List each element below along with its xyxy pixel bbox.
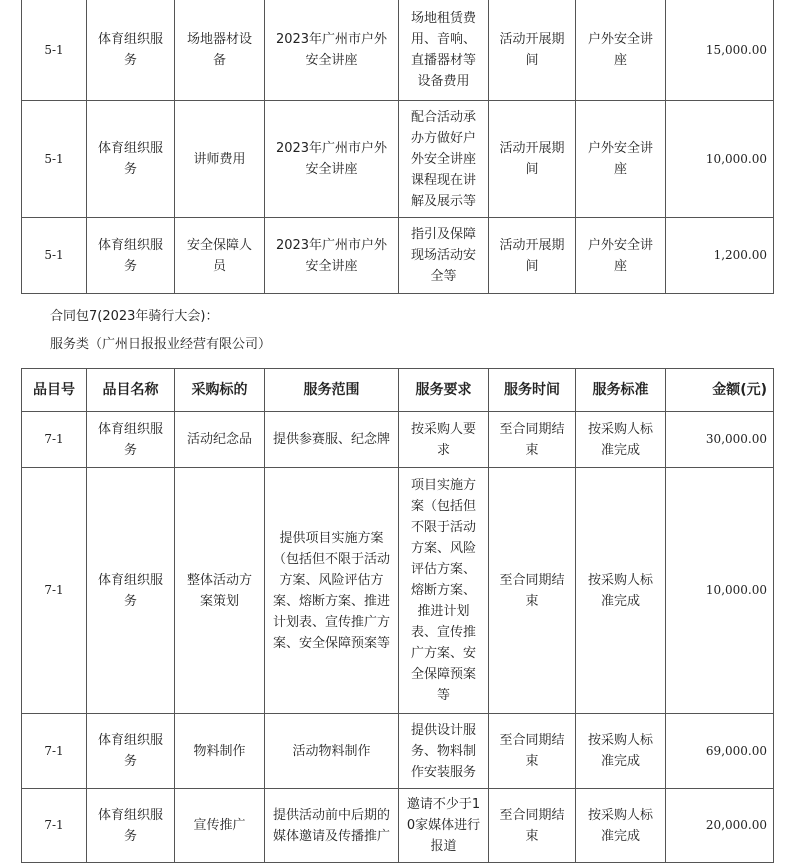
service-standard: 按采购人标准完成	[576, 468, 666, 714]
table-row	[22, 468, 774, 714]
item-amount: 30,000.00	[666, 412, 774, 468]
item-category: 体育组织服务	[87, 714, 175, 789]
package7-title: 合同包7(2023年骑行大会)：	[50, 309, 219, 324]
column-header: 品目号	[22, 369, 87, 412]
service-time: 至合同期结束	[489, 714, 576, 789]
service-time: 活动开展期间	[489, 0, 576, 101]
item-category: 体育组织服务	[87, 468, 175, 714]
table-row	[22, 412, 774, 468]
column-header: 品目名称	[87, 369, 175, 412]
column-header: 服务时间	[489, 369, 576, 412]
item-code: 5-1	[22, 218, 87, 294]
item-code: 7-1	[22, 412, 87, 468]
column-header: 服务范围	[265, 369, 399, 412]
service-standard: 按采购人标准完成	[576, 412, 666, 468]
item-category: 体育组织服务	[87, 218, 175, 294]
item-subject: 讲师费用	[175, 101, 265, 218]
item-amount: 69,000.00	[666, 714, 774, 789]
item-subject: 场地器材设备	[175, 0, 265, 101]
item-code: 5-1	[22, 101, 87, 218]
service-time: 活动开展期间	[489, 101, 576, 218]
service-requirement: 项目实施方案（包括但不限于活动方案、风险评估方案、熔断方案、推进计划表、宣传推广方案、安全保障预案等	[399, 468, 489, 714]
package7-subtitle: 服务类（广州日报报业经营有限公司）	[50, 337, 272, 352]
column-header: 采购标的	[175, 369, 265, 412]
item-code: 5-1	[22, 0, 87, 101]
table-row	[22, 0, 774, 101]
service-time: 活动开展期间	[489, 218, 576, 294]
item-category: 体育组织服务	[87, 789, 175, 863]
service-requirement: 按采购人要求	[399, 412, 489, 468]
item-code: 7-1	[22, 468, 87, 714]
item-amount: 10,000.00	[666, 468, 774, 714]
service-time: 至合同期结束	[489, 468, 576, 714]
item-subject: 宣传推广	[175, 789, 265, 863]
item-subject: 安全保障人员	[175, 218, 265, 294]
service-time: 至合同期结束	[489, 412, 576, 468]
column-header: 金额(元)	[666, 369, 774, 412]
service-scope: 2023年广州市户外安全讲座	[265, 101, 399, 218]
service-scope: 2023年广州市户外安全讲座	[265, 218, 399, 294]
table-row	[22, 218, 774, 294]
item-category: 体育组织服务	[87, 101, 175, 218]
service-standard: 按采购人标准完成	[576, 789, 666, 863]
service-standard: 户外安全讲座	[576, 101, 666, 218]
item-category: 体育组织服务	[87, 412, 175, 468]
service-requirement: 配合活动承办方做好户外安全讲座课程现在讲解及展示等	[399, 101, 489, 218]
table-row	[22, 789, 774, 863]
item-code: 7-1	[22, 789, 87, 863]
service-standard: 户外安全讲座	[576, 218, 666, 294]
table-row	[22, 714, 774, 789]
item-category: 体育组织服务	[87, 0, 175, 101]
item-code: 7-1	[22, 714, 87, 789]
item-subject: 活动纪念品	[175, 412, 265, 468]
service-standard: 户外安全讲座	[576, 0, 666, 101]
service-requirement: 提供设计服务、物料制作安装服务	[399, 714, 489, 789]
package7-table	[21, 368, 774, 863]
table-header-row	[22, 369, 774, 412]
item-amount: 10,000.00	[666, 101, 774, 218]
item-subject: 物料制作	[175, 714, 265, 789]
item-amount: 15,000.00	[666, 0, 774, 101]
service-scope: 提供活动前中后期的媒体邀请及传播推广	[265, 789, 399, 863]
item-amount: 20,000.00	[666, 789, 774, 863]
service-requirement: 指引及保障现场活动安全等	[399, 218, 489, 294]
item-subject: 整体活动方案策划	[175, 468, 265, 714]
service-scope: 2023年广州市户外安全讲座	[265, 0, 399, 101]
service-standard: 按采购人标准完成	[576, 714, 666, 789]
table-row	[22, 101, 774, 218]
column-header: 服务标准	[576, 369, 666, 412]
service-scope: 提供项目实施方案（包括但不限于活动方案、风险评估方案、熔断方案、推进计划表、宣传推广方案、安全保障预案等	[265, 468, 399, 714]
service-requirement: 场地租赁费用、音响、直播器材等设备费用	[399, 0, 489, 101]
package5-table	[21, 0, 774, 294]
service-scope: 活动物料制作	[265, 714, 399, 789]
service-scope: 提供参赛服、纪念牌	[265, 412, 399, 468]
item-amount: 1,200.00	[666, 218, 774, 294]
column-header: 服务要求	[399, 369, 489, 412]
service-requirement: 邀请不少于10家媒体进行报道	[399, 789, 489, 863]
service-time: 至合同期结束	[489, 789, 576, 863]
